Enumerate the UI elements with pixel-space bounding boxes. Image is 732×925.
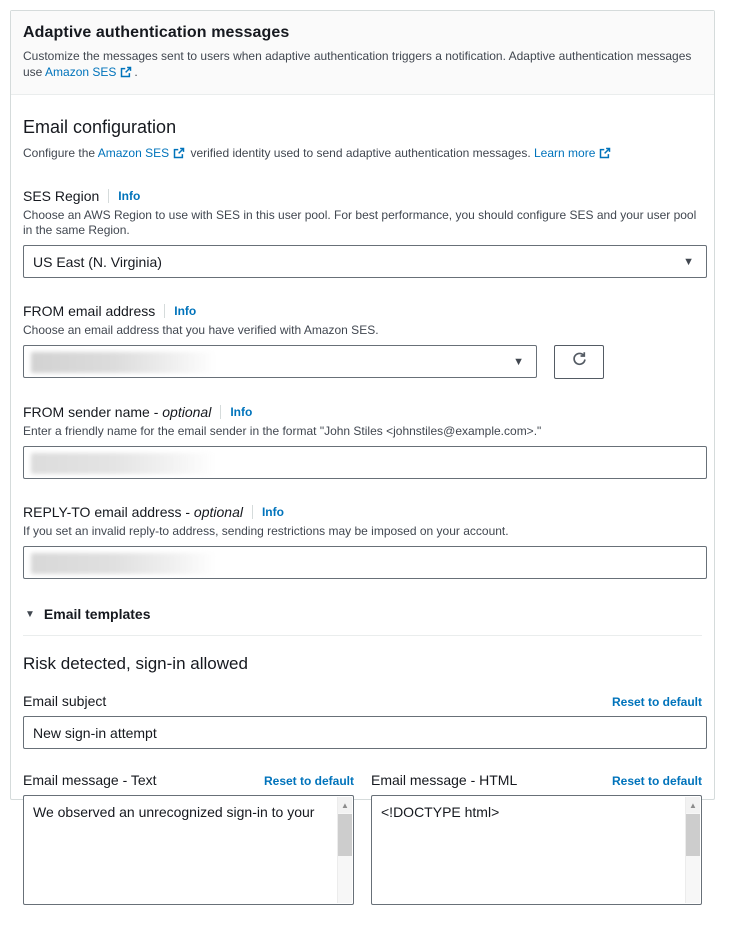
refresh-icon bbox=[571, 351, 588, 373]
message-html-textarea[interactable] bbox=[371, 795, 702, 905]
from-email-field bbox=[23, 303, 702, 379]
chevron-down-icon: ▼ bbox=[683, 256, 694, 268]
from-email-label-row bbox=[23, 303, 702, 319]
message-html-label-row bbox=[371, 772, 702, 788]
reply-to-info-link[interactable]: Info bbox=[252, 505, 284, 519]
chevron-down-icon: ▼ bbox=[513, 356, 524, 368]
from-sender-label: FROM sender name - bbox=[23, 404, 159, 420]
reply-to-description: If you set an invalid reply-to address, sending restrictions may be imposed on your account. bbox=[23, 524, 509, 538]
triangle-down-icon: ▼ bbox=[25, 608, 35, 620]
refresh-button[interactable] bbox=[554, 345, 604, 379]
message-html-label: Email message - HTML bbox=[371, 772, 518, 788]
email-subject-label-row bbox=[23, 693, 702, 709]
scroll-up-arrow-icon[interactable]: ▲ bbox=[686, 797, 700, 813]
panel-description-period: . bbox=[134, 65, 138, 79]
page-title: Adaptive authentication messages bbox=[23, 24, 290, 41]
scrollbar[interactable] bbox=[685, 797, 700, 903]
panel-description-text: Customize the messages sent to users when adaptive authentication triggers a notification. Adaptive authentication messages use bbox=[23, 49, 692, 79]
email-configuration-description bbox=[23, 145, 702, 163]
email-subject-reset-link[interactable]: Reset to default bbox=[611, 695, 702, 709]
external-link-icon bbox=[599, 147, 611, 163]
external-link-icon bbox=[173, 147, 185, 163]
from-sender-name-field bbox=[23, 404, 702, 479]
from-email-description: Choose an email address that you have verified with Amazon SES. bbox=[23, 323, 379, 337]
message-html-value: <!DOCTYPE html> bbox=[381, 804, 500, 820]
ses-region-select[interactable] bbox=[23, 245, 707, 278]
external-link-icon bbox=[120, 66, 132, 82]
from-email-row bbox=[23, 338, 702, 379]
panel-body bbox=[11, 95, 714, 925]
from-sender-info-link[interactable]: Info bbox=[220, 405, 252, 419]
amazon-ses-link[interactable]: Amazon SES bbox=[45, 65, 117, 79]
adaptive-auth-panel bbox=[10, 10, 715, 820]
message-text-label: Email message - Text bbox=[23, 772, 157, 788]
from-email-info-link[interactable]: Info bbox=[164, 304, 196, 318]
from-email-select[interactable] bbox=[23, 345, 537, 378]
reply-to-label: REPLY-TO email address - bbox=[23, 504, 191, 520]
message-text-label-row bbox=[23, 772, 354, 788]
from-sender-input[interactable] bbox=[23, 446, 707, 479]
email-subject-input[interactable] bbox=[23, 716, 707, 749]
email-subject-label: Email subject bbox=[23, 693, 107, 709]
section-divider bbox=[23, 635, 702, 636]
message-text-column bbox=[23, 772, 354, 905]
message-text-value: We observed an unrecognized sign-in to your bbox=[33, 804, 315, 820]
message-text-textarea[interactable] bbox=[23, 795, 354, 905]
risk-detected-heading: Risk detected, sign-in allowed bbox=[23, 654, 248, 673]
email-subject-value: New sign-in attempt bbox=[33, 724, 157, 741]
learn-more-link[interactable]: Learn more bbox=[534, 146, 596, 160]
ses-region-selected-value: US East (N. Virginia) bbox=[33, 253, 162, 270]
scrollbar-thumb[interactable] bbox=[338, 814, 352, 856]
email-templates-label: Email templates bbox=[43, 606, 151, 622]
message-text-reset-link[interactable]: Reset to default bbox=[263, 774, 354, 788]
scrollbar[interactable] bbox=[337, 797, 352, 903]
reply-to-field bbox=[23, 504, 702, 579]
from-sender-description: Enter a friendly name for the email sender in the format "John Stiles <johnstiles@example.com>." bbox=[23, 424, 542, 438]
message-html-column bbox=[371, 772, 702, 905]
redacted-value bbox=[31, 553, 216, 574]
ses-region-description: Choose an AWS Region to use with SES in this user pool. For best performance, you should configure SES and your user pool in the same Region. bbox=[23, 208, 697, 237]
reply-to-input[interactable] bbox=[23, 546, 707, 579]
scrollbar-thumb[interactable] bbox=[686, 814, 700, 856]
ses-region-field bbox=[23, 188, 702, 278]
message-html-reset-link[interactable]: Reset to default bbox=[611, 774, 702, 788]
from-email-label: FROM email address bbox=[23, 303, 156, 319]
email-config-desc-before: Configure the bbox=[23, 146, 96, 160]
ses-region-label: SES Region bbox=[23, 188, 100, 204]
message-columns bbox=[23, 772, 702, 905]
scroll-up-arrow-icon[interactable]: ▲ bbox=[338, 797, 352, 813]
reply-to-label-row bbox=[23, 504, 702, 520]
optional-tag: optional bbox=[193, 504, 243, 520]
redacted-value bbox=[31, 352, 216, 373]
panel-description bbox=[23, 48, 696, 82]
amazon-ses-link-2[interactable]: Amazon SES bbox=[97, 146, 170, 160]
email-config-desc-middle: verified identity used to send adaptive authentication messages. bbox=[190, 146, 531, 160]
optional-tag: optional bbox=[162, 404, 212, 420]
email-configuration-heading: Email configuration bbox=[23, 117, 177, 137]
email-templates-expander[interactable] bbox=[23, 606, 702, 622]
from-sender-label-row bbox=[23, 404, 702, 420]
ses-region-label-row bbox=[23, 188, 702, 204]
panel-header bbox=[11, 11, 714, 95]
ses-region-info-link[interactable]: Info bbox=[108, 189, 140, 203]
redacted-value bbox=[31, 453, 216, 474]
